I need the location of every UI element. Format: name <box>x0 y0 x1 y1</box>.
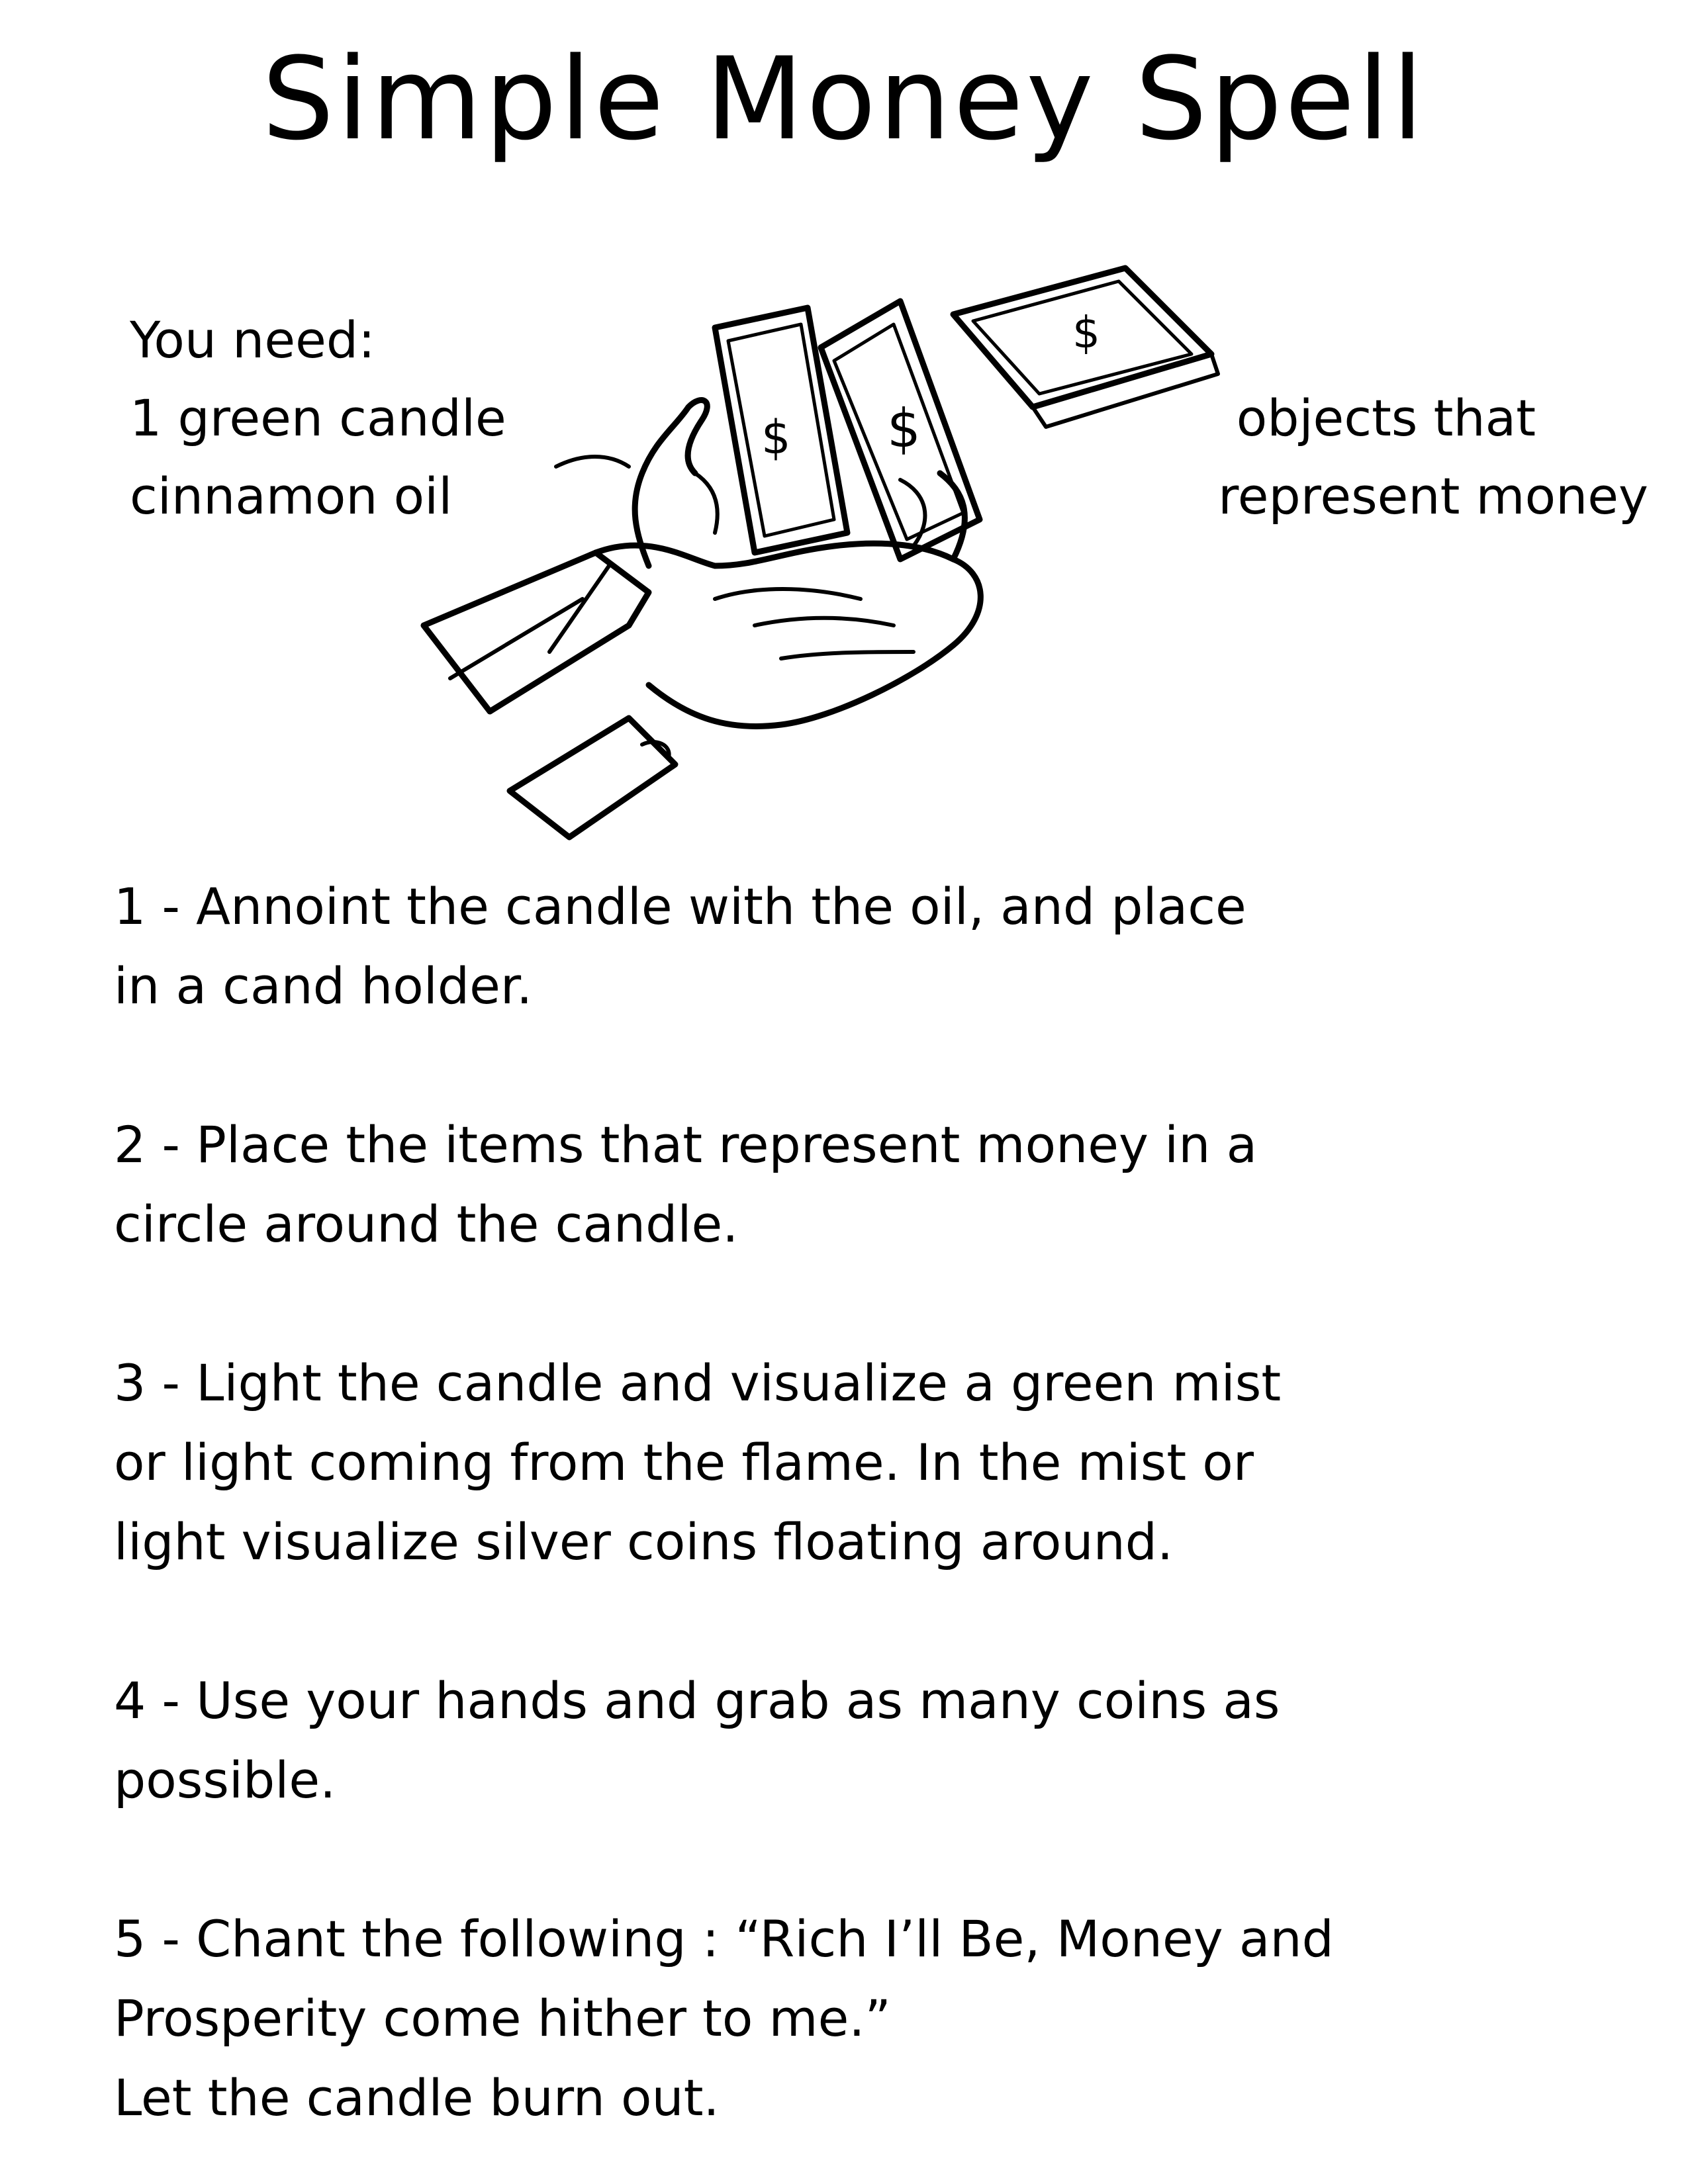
step-3: 3 - Light the candle and visualize a green mist or light coming from the flame. In the mist or light visualize silver coins floating around. <box>114 1353 1282 1571</box>
step-2: 2 - Place the items that represent money in a circle around the candle. <box>114 1115 1258 1253</box>
step-1: 1 - Annoint the candle with the oil, and place in a cand holder. <box>114 877 1246 1015</box>
instructions <box>114 867 1656 2138</box>
page-title: Simple Money Spell <box>261 32 1427 165</box>
hand-holding-money-icon <box>410 255 1231 850</box>
objects-line-1: objects that <box>1236 388 1536 447</box>
ingredient-item: cinnamon oil <box>130 467 453 525</box>
step-5: 5 - Chant the following : “Rich I’ll Be, Money and Prosperity come hither to me.” Let the candle burn out. <box>114 1909 1334 2127</box>
svg-text:$: $ <box>761 410 791 465</box>
ingredients-heading: You need: <box>130 310 375 369</box>
ingredient-item: 1 green candle <box>130 388 506 447</box>
svg-text:$: $ <box>887 398 921 459</box>
objects-line-2: represent money <box>1218 467 1648 525</box>
svg-text:$: $ <box>1072 307 1100 358</box>
step-4: 4 - Use your hands and grab as many coins as possible. <box>114 1671 1280 1809</box>
